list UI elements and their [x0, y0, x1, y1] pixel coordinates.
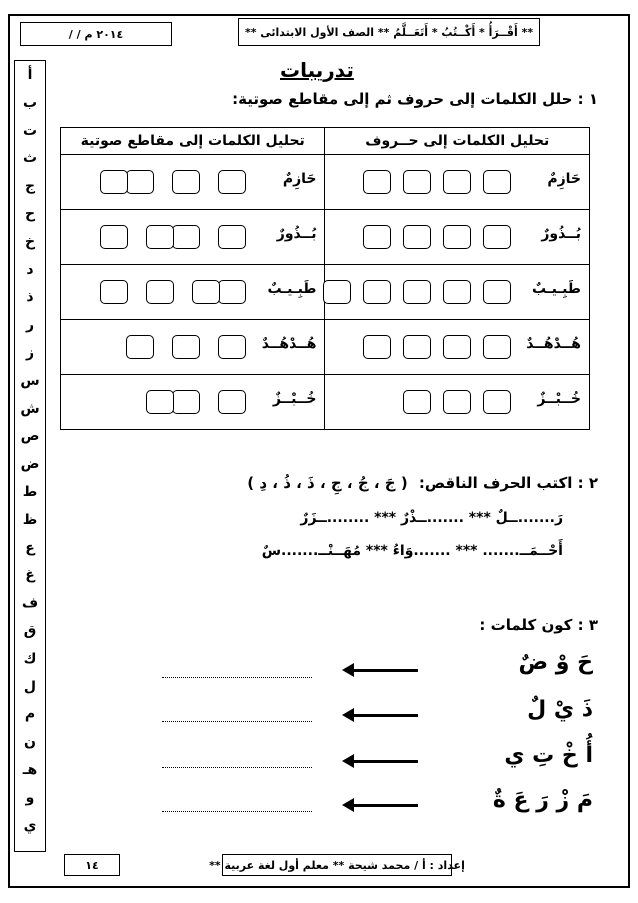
letter-box[interactable] [403, 225, 431, 249]
letter-box[interactable] [483, 225, 511, 249]
letter-box[interactable] [363, 170, 391, 194]
syllable-cell [61, 320, 325, 375]
letter-cell [325, 375, 590, 430]
alphabet-letter: د [26, 261, 34, 278]
alphabet-letter: ن [24, 734, 36, 751]
alphabet-letter: ص [20, 428, 40, 445]
analysis-word: خُــبْــزٌ [537, 391, 581, 407]
syllable-box[interactable] [218, 225, 246, 249]
syllable-box[interactable] [146, 390, 174, 414]
syllable-box[interactable] [146, 280, 174, 304]
alphabet-letter: ض [20, 456, 40, 473]
syllable-box[interactable] [100, 280, 128, 304]
letter-box[interactable] [443, 170, 471, 194]
alphabet-letter: ح [24, 206, 36, 222]
letter-box[interactable] [363, 280, 391, 304]
letter-box[interactable] [443, 280, 471, 304]
footer-credit-text: إعداد : أ / محمد شيحة ** معلم أول لغة عربية ** [209, 858, 465, 872]
alphabet-letter: ر [25, 317, 35, 334]
syllable-box[interactable] [218, 280, 246, 304]
alphabet-letter: أ [27, 67, 33, 83]
letter-box[interactable] [443, 390, 471, 414]
alphabet-letter: ب [22, 94, 38, 111]
letter-box[interactable] [403, 390, 431, 414]
alphabet-letter: هـ [22, 762, 38, 778]
syllable-box[interactable] [126, 335, 154, 359]
letter-box[interactable] [483, 335, 511, 359]
letters-row-1: حَ وْ ضٌ [518, 650, 593, 675]
analysis-table [60, 127, 590, 430]
date-box [20, 22, 172, 46]
letters-row-3: أُ خْ تِ ي [504, 743, 593, 768]
arrow-icon [352, 760, 418, 763]
analysis-word: حَازِمٌ [282, 171, 317, 187]
header-syllables: تحليل الكلمات إلى مقاطع صوتية [61, 128, 325, 155]
analysis-word: هُــدْهُــدٌ [526, 336, 581, 352]
syllable-box[interactable] [192, 280, 220, 304]
syllable-cell [61, 375, 325, 430]
analysis-word: هُــدْهُــدٌ [261, 336, 317, 352]
header-letters: تحليل الكلمات إلى حــروف [325, 128, 590, 155]
letter-cell [325, 155, 590, 210]
alphabet-strip [14, 60, 46, 852]
answer-line-3[interactable] [162, 766, 312, 768]
alphabet-letter: ق [23, 623, 37, 639]
question-2-label [247, 474, 598, 492]
alphabet-letter: ف [21, 595, 39, 612]
letter-box[interactable] [483, 390, 511, 414]
letter-box[interactable] [443, 335, 471, 359]
syllable-box[interactable] [218, 390, 246, 414]
page-number: ١٤ [85, 858, 99, 872]
question-1-label: ١ : حلل الكلمات إلى حروف ثم إلى مقاطع صوتية: [232, 90, 598, 108]
letter-box[interactable] [483, 280, 511, 304]
syllable-box[interactable] [172, 225, 200, 249]
letter-cell [325, 210, 590, 265]
analysis-word: حَازِمٌ [547, 171, 581, 187]
analysis-word: بُــذُورٌ [541, 226, 581, 242]
syllable-box[interactable] [100, 225, 128, 249]
date-text: / / ٢٠١٤ م [68, 27, 124, 41]
answer-line-4[interactable] [162, 810, 312, 812]
alphabet-letter: ج [24, 178, 36, 195]
analysis-word: بُــذُورٌ [276, 226, 317, 242]
analysis-word: طَبِـيـبٌ [267, 281, 317, 297]
analysis-word: طَبِـيـبٌ [531, 281, 581, 297]
letter-box[interactable] [483, 170, 511, 194]
letter-box[interactable] [403, 280, 431, 304]
syllable-box[interactable] [126, 170, 154, 194]
alphabet-letter: ذ [26, 289, 34, 306]
alphabet-letter: ك [23, 650, 37, 667]
syllable-cell [61, 155, 325, 210]
page-title: تدريبات [280, 58, 354, 82]
alphabet-letter: س [20, 372, 40, 389]
alphabet-letter: ل [23, 678, 37, 695]
letter-box[interactable] [403, 170, 431, 194]
alphabet-letter: ي [23, 817, 37, 834]
fill-line-1: رَ.......ــلٌ *** .......ــذْرٌ *** ........ــزَرٌ [300, 510, 563, 526]
arrow-icon [352, 669, 418, 672]
fill-line-2: أَحْــمَــ....... *** .......وَاءُ *** مُهَــنْــ.......سٌ [261, 543, 563, 559]
page-number-box [64, 854, 120, 876]
alphabet-letter: ط [22, 484, 38, 500]
letter-box[interactable] [403, 335, 431, 359]
header-banner [238, 18, 540, 46]
letters-row-4: مَ زْ رَ عَ ةٌ [492, 788, 593, 813]
alphabet-letter: ع [25, 539, 35, 556]
alphabet-letter: ث [22, 150, 38, 167]
syllable-box[interactable] [146, 225, 174, 249]
alphabet-letter: ش [20, 400, 40, 417]
syllable-box[interactable] [100, 170, 128, 194]
alphabet-letter: و [25, 789, 35, 806]
alphabet-letter: م [24, 706, 36, 723]
alphabet-letter: ت [22, 122, 38, 139]
letter-cell [325, 320, 590, 375]
syllable-box[interactable] [172, 335, 200, 359]
syllable-box[interactable] [172, 170, 200, 194]
alphabet-letter: ظ [22, 511, 38, 528]
syllable-cell [61, 210, 325, 265]
question-3-label: ٣ : كون كلمات : [479, 616, 598, 634]
syllable-box[interactable] [218, 335, 246, 359]
letter-box[interactable] [363, 335, 391, 359]
letter-box[interactable] [363, 225, 391, 249]
letters-row-2: ذَ يْ لٌ [527, 697, 593, 722]
letter-box[interactable] [443, 225, 471, 249]
letter-cell [325, 265, 590, 320]
answer-line-1[interactable] [162, 676, 312, 678]
question-2-text: ٢ : اكتب الحرف الناقص: [418, 474, 598, 492]
footer-credit [209, 854, 465, 876]
alphabet-letter: ز [25, 345, 35, 361]
question-2-letters: ( جَ ، جُ ، جِ ، ذَ ، ذُ ، دِ ) [247, 474, 408, 492]
answer-line-2[interactable] [162, 720, 312, 722]
arrow-icon [352, 804, 418, 807]
letter-box[interactable] [323, 280, 351, 304]
syllable-cell [61, 265, 325, 320]
syllable-box[interactable] [172, 390, 200, 414]
alphabet-letter: غ [25, 567, 35, 584]
header-banner-text: ** أَقْــرَأُ * أَكْــتُبُ * أَتَعَــلَّمُ ** الصف الأول الابتدائى ** [244, 25, 534, 39]
analysis-word: خُــبْــزٌ [272, 391, 317, 407]
alphabet-letter: خ [24, 233, 36, 250]
syllable-box[interactable] [218, 170, 246, 194]
arrow-icon [352, 714, 418, 717]
